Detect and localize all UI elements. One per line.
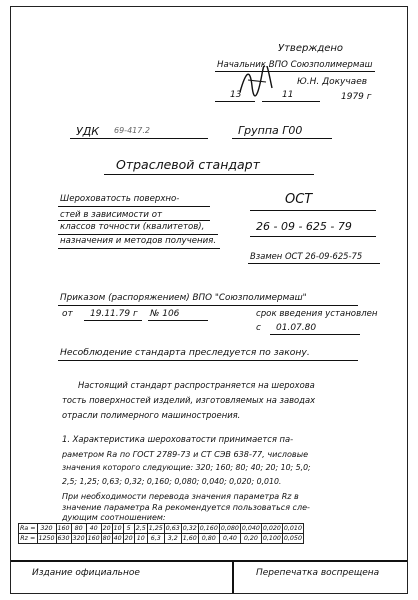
approval-title: Утверждено bbox=[278, 43, 344, 54]
table-cell: 0,010 bbox=[283, 525, 302, 532]
table-cell: 6,3 bbox=[147, 534, 164, 544]
ra-rz-table bbox=[18, 523, 304, 544]
order-line: Приказом (распоряжением) ВПО "Союзполимермаш" bbox=[60, 293, 307, 303]
table-cell: 0,080 bbox=[220, 525, 239, 532]
scope-line-2: тость поверхностей изделий, изготовляемых на заводах bbox=[62, 395, 316, 405]
ra-label: Ra = bbox=[20, 525, 36, 532]
scope-line-3: отрасли полимерного машиностроения. bbox=[62, 410, 241, 420]
table-cell: 160 bbox=[87, 535, 100, 542]
section1-line-2: раметром Ra по ГОСТ 2789-73 и СТ СЭВ 638-77, числовые bbox=[62, 449, 309, 459]
ost-label: ОСТ bbox=[285, 192, 313, 207]
footer-right: Перепечатка воспрещена bbox=[256, 568, 380, 578]
group-label: Группа Г00 bbox=[238, 124, 303, 137]
approval-line1: Начальник ВПО Союзполимермаш bbox=[217, 60, 373, 70]
table-cell: 20 bbox=[124, 535, 133, 542]
signature-scribble bbox=[236, 66, 276, 100]
rz-label: Rz = bbox=[20, 535, 36, 542]
table-cell: 0,040 bbox=[241, 525, 260, 532]
approval-year: 1979 г bbox=[341, 92, 372, 102]
table-cell: 10 bbox=[113, 525, 122, 532]
table-cell: 0,020 bbox=[262, 525, 281, 532]
table-cell: 320 bbox=[37, 524, 56, 534]
udk-label: УДК bbox=[76, 125, 100, 138]
table-cell: 0,63 bbox=[165, 525, 180, 532]
standard-type: Отраслевой стандарт bbox=[116, 157, 260, 172]
subject-line-1: Шероховатость поверхно- bbox=[60, 194, 180, 204]
table-cell: 1250 bbox=[38, 535, 55, 542]
section1-line-1: 1. Характеристика шероховатости принимается па- bbox=[62, 434, 294, 444]
approval-month: 11 bbox=[282, 90, 294, 100]
table-cell: 2,5 bbox=[135, 525, 146, 532]
table-cell: 0,40 bbox=[219, 534, 240, 544]
table-cell: 0,80 bbox=[198, 534, 219, 544]
udk-value: 69-417.2 bbox=[114, 126, 150, 135]
intro-prefix: с bbox=[256, 323, 261, 333]
table-cell: 0,20 bbox=[240, 534, 261, 544]
note-line-1: При необходимости перевода значения параметра Rz в bbox=[62, 492, 299, 501]
table-cell: 40 bbox=[113, 535, 122, 542]
table-cell: 40 bbox=[86, 524, 101, 534]
approval-line2: Ю.Н. Докучаев bbox=[297, 77, 368, 87]
table-cell: 10 bbox=[134, 534, 147, 544]
table-cell: 80 bbox=[71, 524, 86, 534]
ost-replaces: Взамен ОСТ 26-09-625-75 bbox=[250, 251, 363, 261]
table-cell: 3,2 bbox=[164, 534, 181, 544]
section1-line-3: значения которого следующие: 320; 160; 80; 40; 20; 10; 5,0; bbox=[62, 463, 311, 472]
table-cell: 320 bbox=[72, 535, 85, 542]
table-cell: 1,25 bbox=[148, 525, 163, 532]
note-line-2: значение параметра Ra рекомендуется пользоваться сле- bbox=[62, 503, 310, 512]
note-line-3: дующим соотношением: bbox=[62, 513, 166, 522]
approval-day: 13 bbox=[230, 90, 242, 100]
order-date: 19.11.79 г bbox=[90, 309, 138, 319]
subject-line-4: назначения и методов получения. bbox=[60, 236, 217, 246]
table-cell: 0,100 bbox=[262, 535, 281, 542]
footer-left: Издание официальное bbox=[32, 568, 140, 578]
table-cell: 80 bbox=[102, 535, 111, 542]
subject-line-2: стей в зависимости от bbox=[60, 210, 162, 220]
table-cell: 5 bbox=[123, 524, 134, 534]
order-date-prefix: от bbox=[62, 309, 73, 319]
ost-number: 26 - 09 - 625 - 79 bbox=[256, 220, 352, 233]
table-cell: 160 bbox=[57, 525, 70, 532]
section1-line-4: 2,5; 1,25; 0,63; 0,32; 0,160; 0,080; 0,040; 0,020; 0,010. bbox=[62, 477, 282, 486]
table-cell: 0,32 bbox=[182, 525, 197, 532]
table-cell: 0,050 bbox=[283, 535, 302, 542]
table-row-ra bbox=[19, 524, 304, 534]
table-cell: 1,60 bbox=[182, 535, 197, 542]
order-number: № 106 bbox=[150, 309, 180, 319]
table-cell: 630 bbox=[57, 535, 70, 542]
table-cell: 20 bbox=[102, 525, 111, 532]
scope-line-1: Настоящий стандарт распространяется на шерохова bbox=[78, 380, 315, 390]
intro-label: срок введения установлен bbox=[256, 309, 378, 319]
penalty-text: Несоблюдение стандарта преследуется по закону. bbox=[60, 347, 310, 358]
intro-date: 01.07.80 bbox=[276, 323, 317, 333]
subject-line-3: классов точности (квалитетов), bbox=[60, 222, 205, 232]
table-cell: 0,160 bbox=[199, 525, 218, 532]
table-row-rz bbox=[19, 534, 304, 544]
